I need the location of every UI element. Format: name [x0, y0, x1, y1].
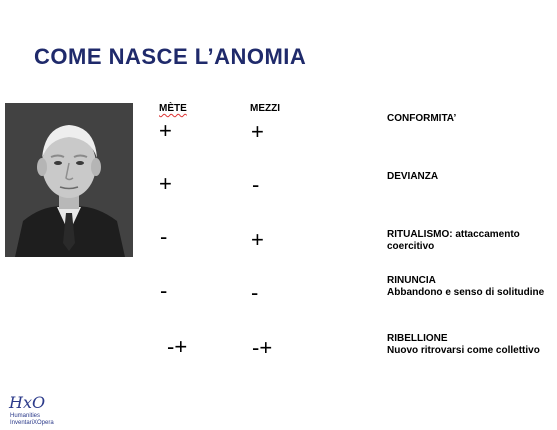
row-5-subtitle: Nuovo ritrovarsi come collettivo [387, 345, 540, 356]
row-1-label [387, 113, 456, 125]
row-2-metes-sign: + [159, 171, 172, 196]
row-3-subtitle: coercitivo [387, 241, 435, 252]
row-4-title: RINUNCIA [387, 275, 436, 286]
logo-line-2: InventariXOpera [10, 420, 54, 426]
row-2-title: DEVIANZA [387, 171, 439, 182]
row-3-mezzi-sign: + [251, 227, 264, 252]
metes-column-header: MÈTE [159, 103, 187, 114]
publisher-logo [6, 393, 68, 428]
row-4-mezzi-sign: - [251, 280, 259, 305]
row-5-title: RIBELLIONE [387, 333, 448, 344]
row-1-metes-sign: + [159, 118, 172, 143]
logo-line-1: Humanities [10, 413, 41, 419]
mezzi-column-header: MEZZI [250, 103, 280, 114]
row-1-mezzi-sign: + [251, 119, 264, 144]
portrait-photo [5, 103, 133, 257]
row-4-label [387, 275, 544, 299]
row-2-label [387, 171, 438, 183]
portrait-image [5, 103, 133, 257]
row-2-mezzi-sign: - [252, 172, 260, 197]
page-title: COME NASCE L’ANOMIA [34, 44, 307, 69]
logo-mark: HxO [9, 393, 46, 412]
row-3-title: RITUALISMO: attaccamento [387, 229, 520, 240]
row-5-mezzi-sign: -+ [252, 335, 273, 360]
row-3-metes-sign: - [160, 224, 168, 249]
row-5-label [387, 333, 540, 357]
row-4-metes-sign: - [160, 278, 168, 303]
row-4-subtitle: Abbandono e senso di solitudine [387, 287, 545, 298]
row-1-title: CONFORMITA’ [387, 113, 457, 124]
row-3-label [387, 229, 520, 253]
row-5-metes-sign: -+ [167, 334, 188, 359]
